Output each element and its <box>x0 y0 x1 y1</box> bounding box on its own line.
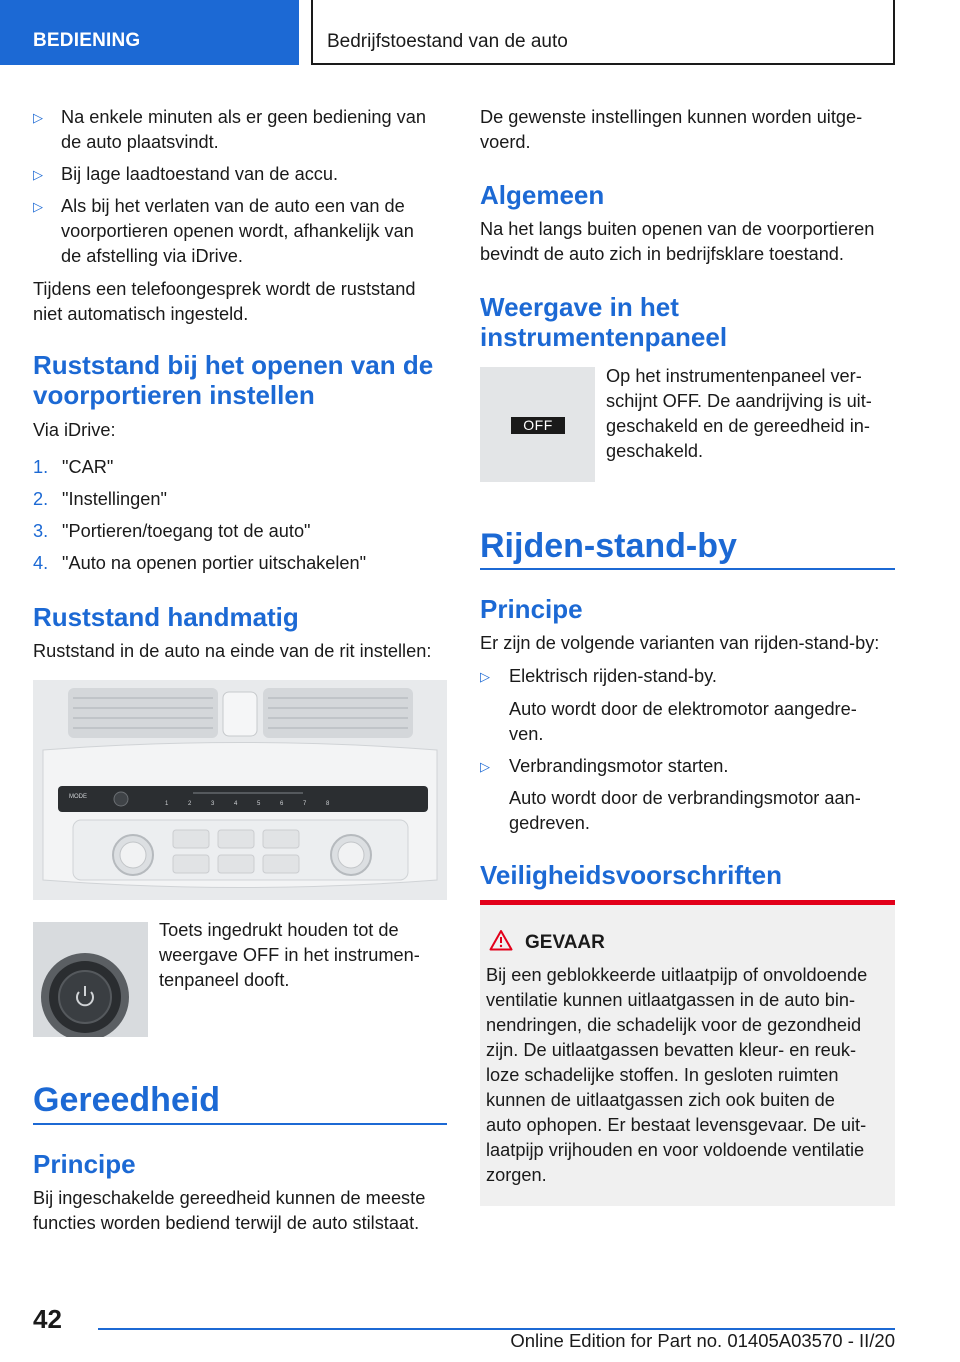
variant-description: Auto wordt door de verbrandingsmotor aan- gedreven. <box>509 788 861 833</box>
page-title: Bedrijfstoestand van de auto <box>327 31 568 52</box>
algemeen-text: Na het langs buiten openen van de voorportieren bevindt de auto zich in bedrijfsklare toestand. <box>480 219 875 264</box>
svg-text:6: 6 <box>280 801 284 807</box>
heading-rule <box>480 568 895 570</box>
principe-text: Bij ingeschakelde gereedheid kunnen de meeste functies worden bediend terwijl de auto stilstaat. <box>33 1188 426 1233</box>
warning-box <box>480 900 895 1206</box>
svg-text:MODE: MODE <box>69 794 87 800</box>
step-text: "Portieren/toegang tot de auto" <box>62 521 311 541</box>
heading-ruststand-doors: Ruststand bij het openen van de voorportieren instellen <box>33 350 434 410</box>
bullet-icon: ▷ <box>480 669 490 684</box>
svg-text:4: 4 <box>234 801 238 807</box>
section-tab <box>0 0 299 65</box>
heading-rijden-stand-by: Rijden-stand-by <box>480 527 737 565</box>
bullet-icon: ▷ <box>480 759 490 774</box>
step-number: 2. <box>33 489 49 509</box>
off-display-image <box>480 367 595 482</box>
list-item: Elektrisch rijden-stand-by. <box>509 666 717 686</box>
warning-text: Bij een geblokkeerde uitlaatpijp of onvoldoende ventilatie kunnen uitlaatgassen in de auto bin- nendringen, die schadelijk voor de gezondheid zijn. De uitlaatgassen bevatten kleur- en reuk- loze schadelijke stoffen. In gesloten ruimten kunnen de uitlaatgassen zich ook buiten de auto ophopen. Er bestaat levensgevaar. De uit- laatpijp vrijhouden en voor voldoende ventilatie zorgen. <box>486 965 868 1185</box>
list-item: Verbrandingsmotor starten. <box>509 756 729 776</box>
heading-algemeen: Algemeen <box>480 180 605 210</box>
step-number: 1. <box>33 457 49 477</box>
console-image <box>33 680 447 900</box>
variant-description: Auto wordt door de elektromotor aangedre- ven. <box>509 699 857 744</box>
off-indicator: OFF <box>511 417 565 434</box>
step-text: "Instellingen" <box>62 489 167 509</box>
svg-text:2: 2 <box>188 801 192 807</box>
list-item: Na enkele minuten als er geen bediening van de auto plaatsvindt. <box>61 107 427 152</box>
console-illustration <box>33 680 447 900</box>
warning-triangle-icon <box>489 929 513 951</box>
bullet-icon: ▷ <box>33 110 43 125</box>
bullet-icon: ▷ <box>33 167 43 182</box>
step-text: "CAR" <box>62 457 114 477</box>
svg-text:5: 5 <box>257 801 261 807</box>
bullet-icon: ▷ <box>33 199 43 214</box>
heading-rule <box>33 1123 447 1125</box>
heading-gereedheid: Gereedheid <box>33 1081 221 1119</box>
page-header <box>311 0 895 65</box>
svg-text:3: 3 <box>211 801 215 807</box>
list-item: Als bij het verlaten van de auto een van de voorportieren openen wordt, afhankelijk van de afstelling via iDrive. <box>61 196 414 266</box>
step-number: 3. <box>33 521 49 541</box>
heading-principe: Principe <box>480 594 583 624</box>
step-text: "Auto na openen portier uitschakelen" <box>62 553 367 573</box>
svg-text:7: 7 <box>303 801 307 807</box>
warning-label: GEVAAR <box>525 932 605 953</box>
section-label: BEDIENING <box>33 30 141 51</box>
continued-text: De gewenste instellingen kunnen worden uitge- voerd. <box>480 107 863 152</box>
svg-text:1: 1 <box>165 801 169 807</box>
heading-principe: Principe <box>33 1149 136 1179</box>
list-item: Bij lage laadtoestand van de accu. <box>61 164 339 184</box>
step-number: 4. <box>33 553 49 573</box>
via-idrive: Via iDrive: <box>33 420 116 440</box>
power-button-image <box>33 922 148 1037</box>
button-caption: Toets ingedrukt houden tot de weergave OFF in het instrumen- tenpaneel dooft. <box>159 920 420 990</box>
heading-veiligheid: Veiligheidsvoorschriften <box>480 860 782 890</box>
manual-intro: Ruststand in de auto na einde van de rit instellen: <box>33 641 432 661</box>
heading-ruststand-manual: Ruststand handmatig <box>33 602 299 632</box>
weergave-text: Op het instrumentenpaneel ver- schijnt OFF. De aandrijving is uit- geschakeld en de gereedheid in- geschakeld. <box>606 366 872 461</box>
svg-text:8: 8 <box>326 801 330 807</box>
principe-text: Er zijn de volgende varianten van rijden-stand-by: <box>480 633 880 653</box>
heading-weergave: Weergave in het instrumentenpaneel <box>480 292 728 352</box>
page-number: 42 <box>33 1304 62 1334</box>
phone-note: Tijdens een telefoongesprek wordt de ruststand niet automatisch ingesteld. <box>33 279 416 324</box>
footer-edition: Online Edition for Part no. 01405A03570 - II/20 <box>510 1330 895 1351</box>
